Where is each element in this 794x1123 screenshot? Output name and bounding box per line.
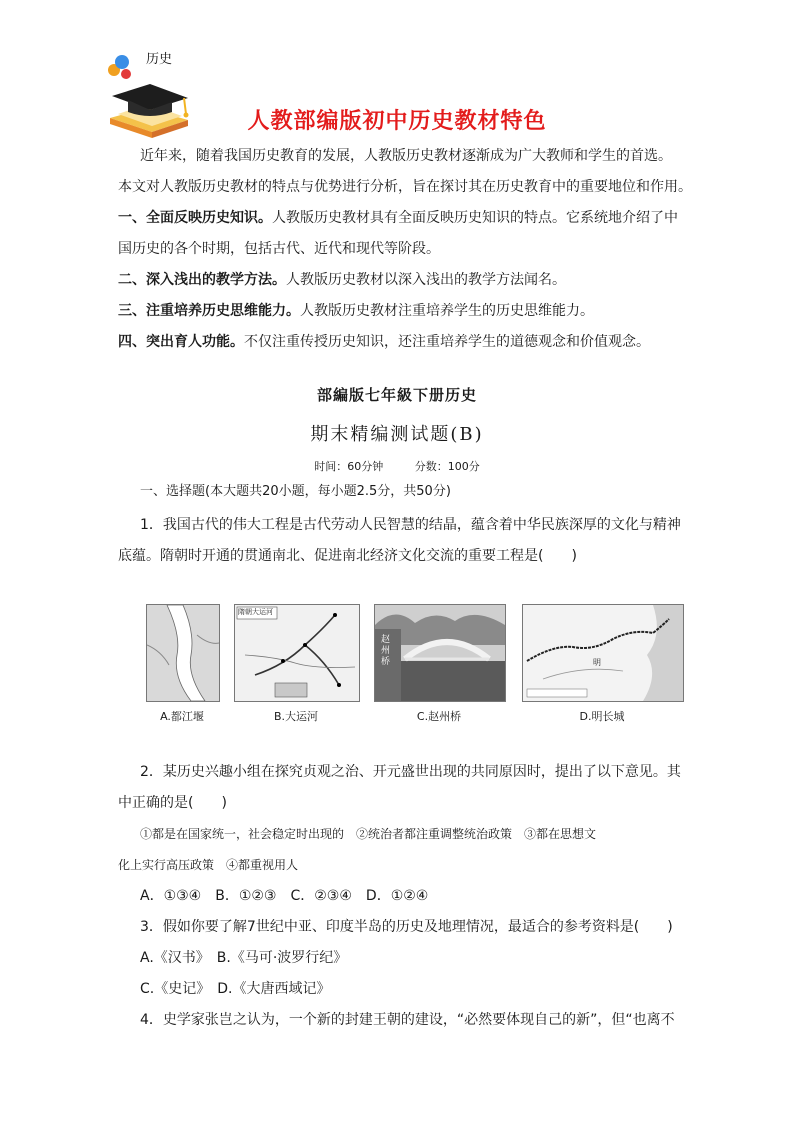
feature-3-text: 人教版历史教材注重培养学生的历史思维能力。 <box>300 303 594 319</box>
feature-1 <box>118 208 688 228</box>
feature-4-heading: 四、突出育人功能。 <box>118 334 244 350</box>
caption-c: C.赵州桥 <box>416 710 462 723</box>
document-title: 人教部编版初中历史教材特色 <box>247 109 547 134</box>
q2-options-line-1: ①都是在国家统一，社会稳定时出现的 ②统治者都注重调整统治政策 ③都在思想文 <box>140 827 597 841</box>
map-label-d: 明 <box>593 658 601 667</box>
q2-line-2: 中正确的是( ) <box>118 795 227 811</box>
exam-subtitle: 部編版七年級下册历史 <box>316 386 477 404</box>
feature-2 <box>118 270 688 290</box>
dujiangyan-image <box>146 604 220 702</box>
caption-a: A.都江堰 <box>160 710 204 723</box>
exam-meta <box>0 458 794 474</box>
q3-answers-2: C.《史记》 D.《大唐西域记》 <box>140 981 331 997</box>
zhaozhou-bridge-photo <box>374 604 506 702</box>
feature-3-heading: 三、注重培养历史思维能力。 <box>118 303 300 319</box>
logo-label: 历史 <box>146 52 173 67</box>
feature-2-heading: 二、深入浅出的教学方法。 <box>118 272 286 288</box>
feature-2-text: 人教版历史教材以深入浅出的教学方法闻名。 <box>286 272 566 288</box>
q3-answers-1: A.《汉书》 B.《马可·波罗行纪》 <box>140 950 348 966</box>
caption-b: B.大运河 <box>273 710 319 723</box>
q3-line-1: 3．假如你要了解7世纪中亚、印度半岛的历史及地理情况，最适合的参考资料是( ) <box>140 919 673 935</box>
exam-title: 期末精编测试题(B) <box>310 424 484 445</box>
feature-3 <box>118 301 688 321</box>
exam-score: 分数：100分 <box>414 460 480 473</box>
feature-1-heading: 一、全面反映历史知识。 <box>118 210 272 226</box>
q4-line-1: 4．史学家张岂之认为，一个新的封建王朝的建设，“必然要体现自己的新”，但“也离不 <box>140 1012 675 1028</box>
q1-line-1: 1．我国古代的伟大工程是古代劳动人民智慧的结晶，蕴含着中华民族深厚的文化与精神 <box>140 517 681 533</box>
exam-time: 时间：60分钟 <box>314 460 384 473</box>
q2-line-1: 2．某历史兴趣小组在探究贞观之治、开元盛世出现的共同原因时，提出了以下意见。其 <box>140 764 681 780</box>
q1-line-2: 底蕴。隋朝时开通的贯通南北、促进南北经济文化交流的重要工程是( ) <box>118 548 577 564</box>
intro-line-1: 近年来，随着我国历史教育的发展，人教版历史教材逐渐成为广大教师和学生的首选。 <box>140 148 672 164</box>
q2-answers: A．①③④ B．①②③ C．②③④ D．①②④ <box>140 888 429 904</box>
grand-canal-map <box>234 604 360 702</box>
map-label-b: 隋朝大运河 <box>238 608 273 616</box>
caption-d: D.明长城 <box>579 710 625 723</box>
intro-line-2: 本文对人教版历史教材的特点与优势进行分析，旨在探讨其在历史教育中的重要地位和作用。 <box>118 179 692 195</box>
q2-options-line-2: 化上实行高压政策 ④都重视用人 <box>118 858 299 872</box>
feature-4-text: 不仅注重传授历史知识，还注重培养学生的道德观念和价值观念。 <box>244 334 650 350</box>
feature-4 <box>118 332 688 352</box>
feature-1-line-2: 国历史的各个时期，包括古代、近代和现代等阶段。 <box>118 241 440 257</box>
ming-great-wall-map <box>522 604 684 702</box>
bridge-sign: 赵州桥 <box>381 635 391 667</box>
section-heading: 一、选择题(本大题共20小题，每小题2.5分，共50分) <box>140 484 451 499</box>
feature-1-text: 人教版历史教材具有全面反映历史知识的特点。它系统地介绍了中 <box>272 210 678 226</box>
